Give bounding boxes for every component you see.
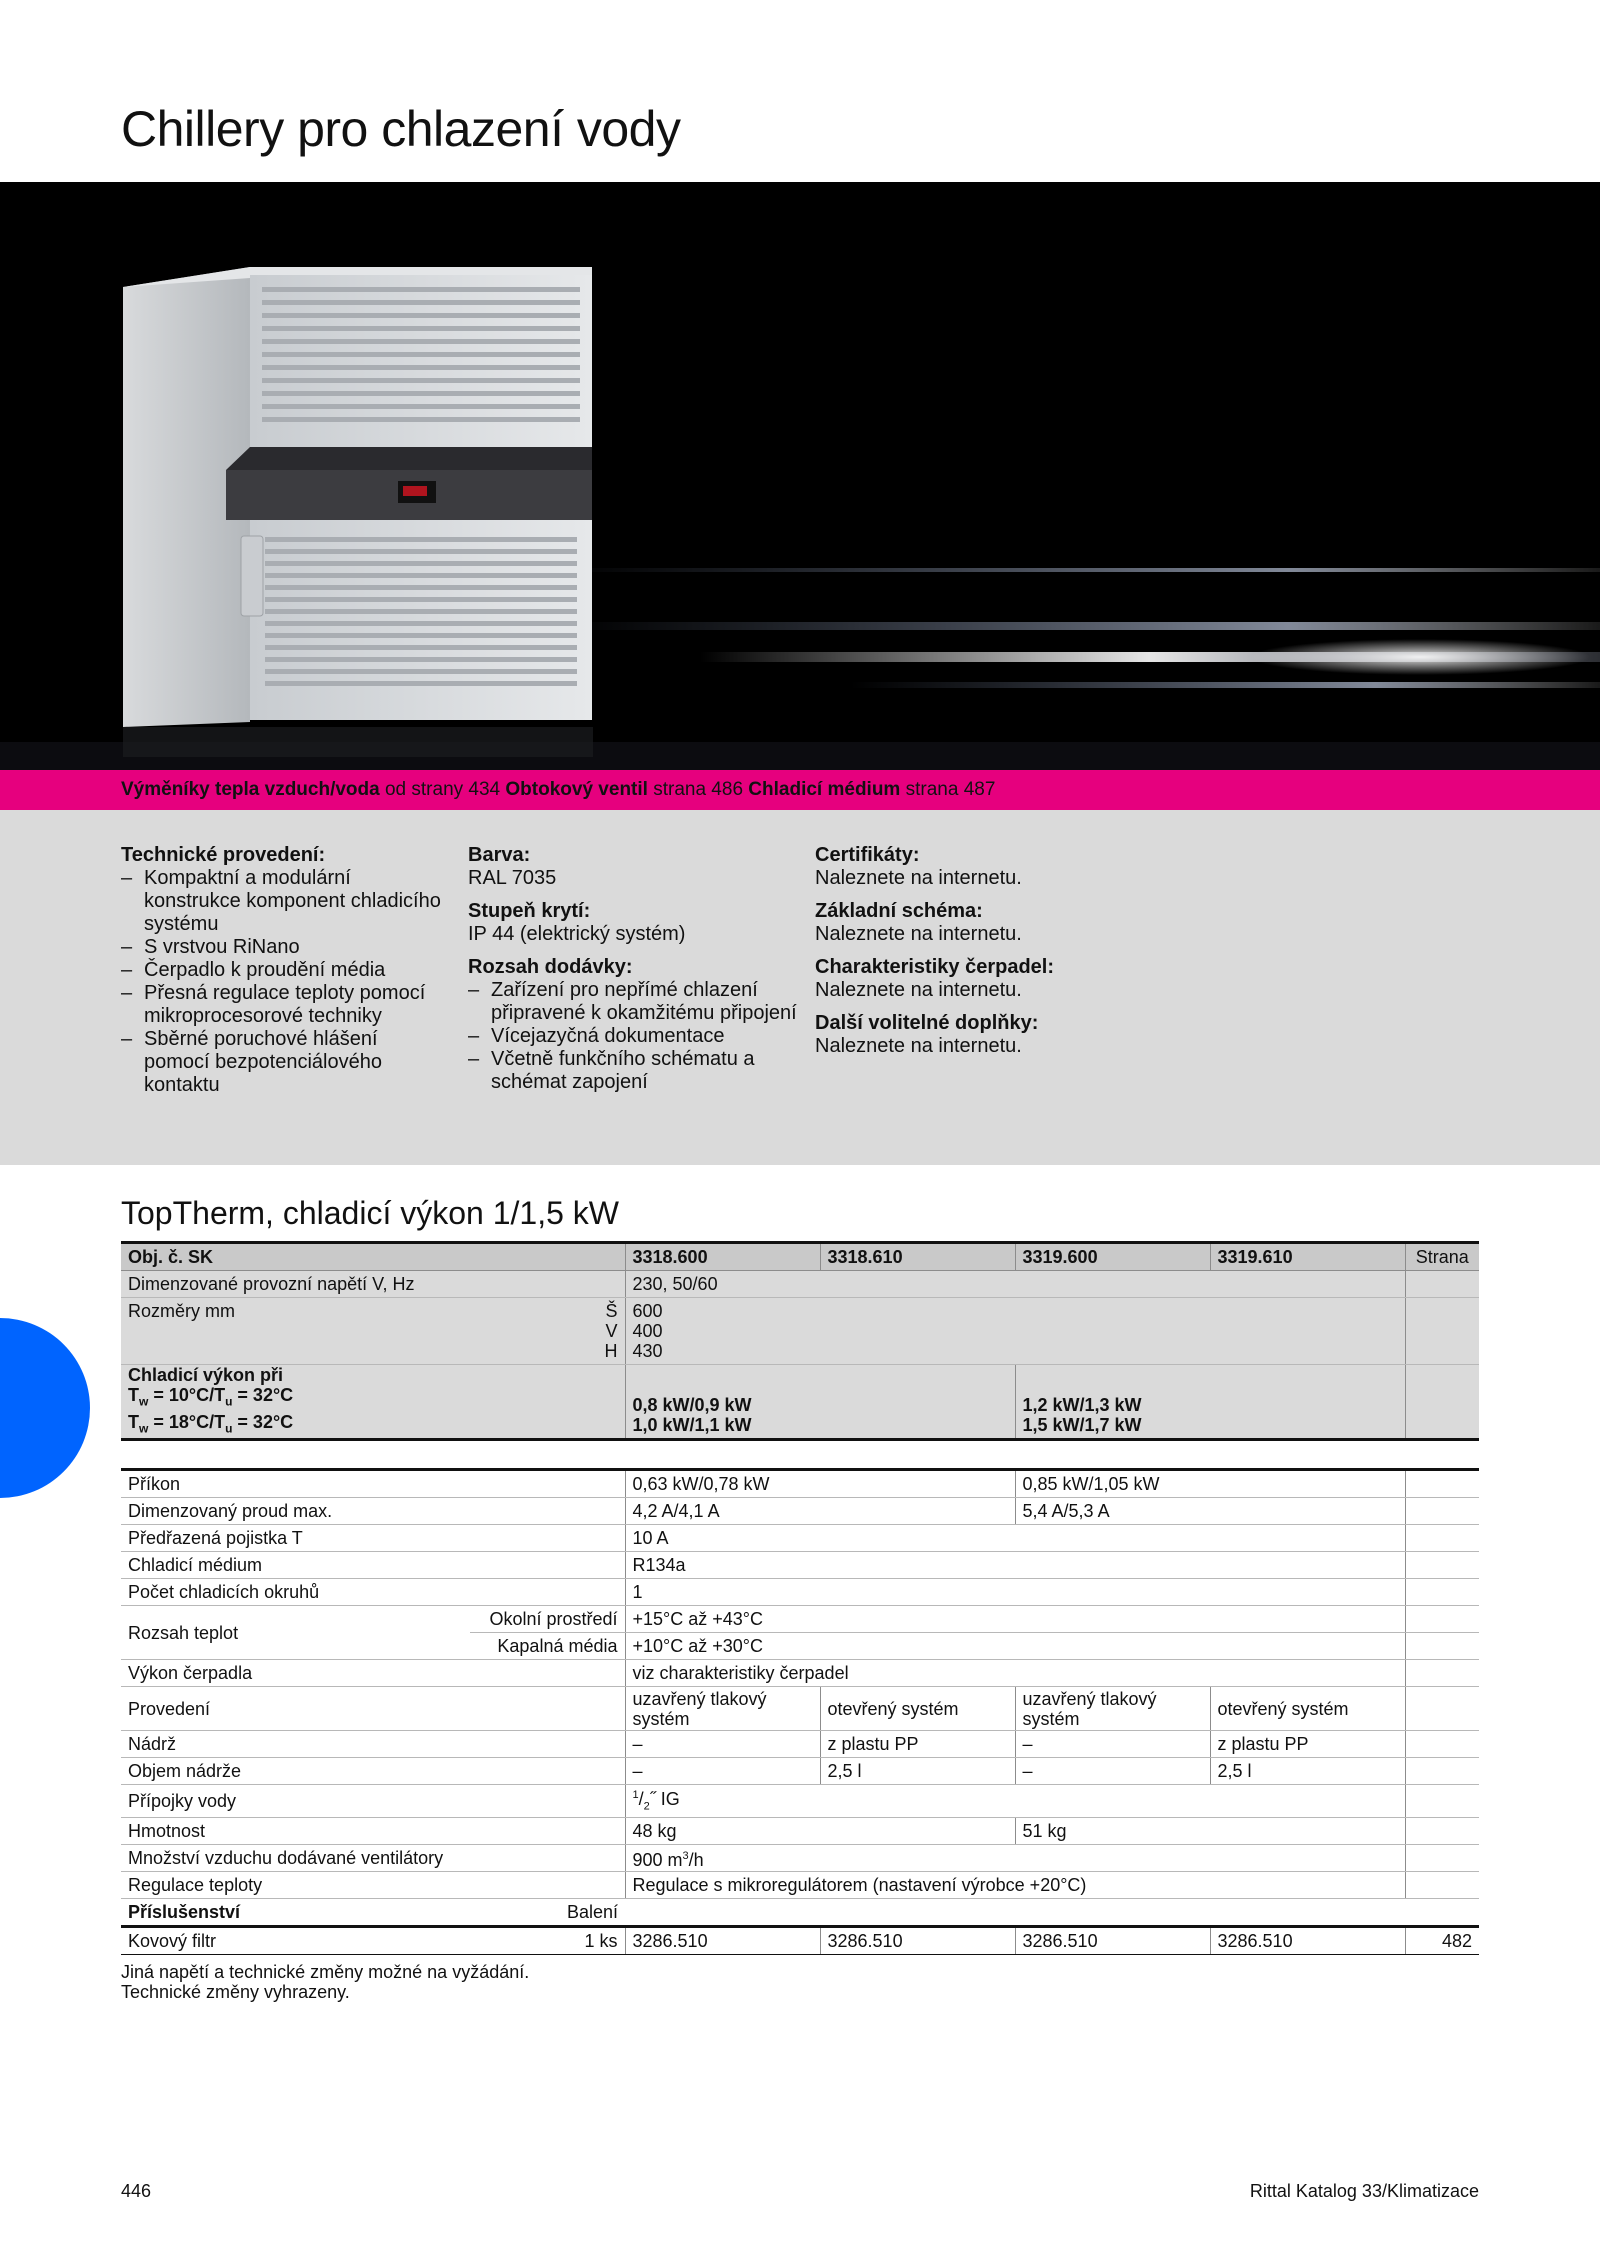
fraction-numerator: 1 <box>632 1789 639 1802</box>
spacer-cell <box>121 1440 1479 1470</box>
airflow-exponent: 3 <box>682 1849 689 1862</box>
ref-bypass-valve-page: strana 486 <box>653 779 744 800</box>
row-label: Výkon čerpadla <box>121 1660 625 1687</box>
row-label: Počet chladicích okruhů <box>121 1579 625 1606</box>
row-value: 10 A <box>625 1525 1405 1552</box>
table-row <box>121 1365 1479 1440</box>
row-value: 4,2 A/4,1 A <box>625 1498 1015 1525</box>
accessories-label: Příslušenství <box>121 1898 470 1926</box>
page-cell <box>1405 1298 1479 1365</box>
catalog-name: Rittal Katalog 33/Klimatizace <box>1249 2181 1479 2201</box>
page-cell <box>1405 1687 1479 1731</box>
row-label: Nádrž <box>121 1731 625 1758</box>
page-number: 446 <box>121 2181 152 2201</box>
row-value: 1 <box>625 1579 1405 1606</box>
page-cell <box>1405 1817 1479 1844</box>
thread-suffix: ˝ IG <box>649 1789 680 1810</box>
row-value: z plastu PP <box>820 1731 1015 1758</box>
page-cell <box>1405 1633 1479 1660</box>
pump-curves-heading: Charakteristiky čerpadel: <box>815 956 1055 978</box>
row-label <box>121 1365 625 1440</box>
axis-w: Š <box>605 1301 618 1321</box>
table-row <box>121 1785 1479 1818</box>
row-value: 2,5 l <box>820 1758 1015 1785</box>
color-protection-column <box>468 844 798 1094</box>
table-row <box>121 1298 1479 1365</box>
page-cell <box>1405 1525 1479 1552</box>
list-item: – S vrstvou RiNano <box>121 936 441 959</box>
table-row <box>121 1579 1479 1606</box>
empty-cell <box>625 1898 1479 1926</box>
row-value: R134a <box>625 1552 1405 1579</box>
table-header-row <box>121 1243 1479 1271</box>
spec-table <box>121 1241 1479 1955</box>
cross-reference-bar <box>0 770 1600 810</box>
row-label: Hmotnost <box>121 1817 625 1844</box>
protection-heading: Stupeň krytí: <box>468 900 591 922</box>
order-no-label: Obj. č. SK <box>121 1243 625 1271</box>
row-value: uzavřený tlakový systém <box>625 1687 820 1731</box>
row-value: z plastu PP <box>1210 1731 1405 1758</box>
airflow-value: 900 m <box>632 1849 683 1870</box>
dimension-axes <box>605 1301 618 1361</box>
color-value: RAL 7035 <box>468 867 557 889</box>
table-spacer <box>121 1440 1479 1470</box>
row-value: 3286.510 <box>625 1926 820 1954</box>
axis-h: V <box>605 1321 618 1341</box>
row-value: – <box>1015 1731 1210 1758</box>
table-row <box>121 1871 1479 1898</box>
row-value: 48 kg <box>625 1817 1015 1844</box>
footnote-line: Technické změny vyhrazeny. <box>121 1982 350 2002</box>
row-value <box>625 1844 1405 1871</box>
width-value: 600 <box>632 1301 663 1321</box>
condition-2: $T_w = 18^\circ C/T_u = 32^\circ C$ <box>128 1411 294 1436</box>
row-label: Předřazená pojistka T <box>121 1525 625 1552</box>
row-value: $^1/_2˝$ IG <box>625 1785 1405 1818</box>
list-item: – Zařízení pro nepřímé chlazení připravené k okamžitému připojení <box>468 979 798 1025</box>
row-label: Dimenzované provozní napětí V, Hz <box>121 1271 625 1298</box>
row-value: – <box>625 1731 820 1758</box>
table-row <box>121 1731 1479 1758</box>
list-item: – Kompaktní a modulární konstrukce komponent chladicího systému <box>121 867 441 936</box>
info-panel <box>0 810 1600 1165</box>
row-value: 3286.510 <box>1015 1926 1210 1954</box>
row-value: 5,4 A/5,3 A <box>1015 1498 1405 1525</box>
page-cell <box>1405 1271 1479 1298</box>
row-label: Kovový filtr <box>121 1926 470 1954</box>
row-value: otevřený systém <box>1210 1687 1405 1731</box>
table-row <box>121 1926 1479 1954</box>
page-cell <box>1405 1871 1479 1898</box>
footnote-line: Jiná napětí a technické změny možné na vyžádání. <box>121 1962 530 1982</box>
protection-value: IP 44 (elektrický systém) <box>468 923 686 945</box>
packaging-qty: 1 ks <box>470 1926 625 1954</box>
table-row <box>121 1552 1479 1579</box>
section-tab-marker <box>0 1318 90 1498</box>
list-item: – Sběrné poruchové hlášení pomocí bezpotenciálového kontaktu <box>121 1028 441 1097</box>
table-row <box>121 1687 1479 1731</box>
table-row <box>121 1525 1479 1552</box>
list-item: – Včetně funkčního schématu a schémat zapojení <box>468 1048 798 1094</box>
ref-coolant: Chladicí médium <box>748 779 901 800</box>
ref-coolant-page: strana 487 <box>905 779 996 800</box>
row-value: +15°C až +43°C <box>625 1606 1405 1633</box>
ref-heat-exchangers-page: od strany 434 <box>384 779 501 800</box>
order-no-3318610: 3318.610 <box>820 1243 1015 1271</box>
table-row <box>121 1470 1479 1498</box>
row-label: Regulace teploty <box>121 1871 625 1898</box>
page-cell <box>1405 1470 1479 1498</box>
order-no-3319610: 3319.610 <box>1210 1243 1405 1271</box>
height-value: 400 <box>632 1321 663 1341</box>
list-item: – Čerpadlo k proudění média <box>121 959 441 982</box>
row-value: Regulace s mikroregulátorem (nastavení výrobce +20°C) <box>625 1871 1405 1898</box>
technical-design-column <box>121 844 441 1097</box>
page-cell <box>1405 1758 1479 1785</box>
row-value: 2,5 l <box>1210 1758 1405 1785</box>
row-value: 0,85 kW/1,05 kW <box>1015 1470 1405 1498</box>
row-value <box>625 1365 1015 1440</box>
page-cell <box>1405 1844 1479 1871</box>
schematic-value: Naleznete na internetu. <box>815 923 1022 945</box>
page-cell <box>1405 1731 1479 1758</box>
page-title: Chillery pro chlazení vody <box>121 101 681 157</box>
table-row <box>121 1844 1479 1871</box>
footnote <box>121 1962 529 2002</box>
certificates-column <box>815 844 1145 1068</box>
row-label: Chladicí médium <box>121 1552 625 1579</box>
row-value: 3286.510 <box>820 1926 1015 1954</box>
certificates-heading: Certifikáty: <box>815 844 920 866</box>
page-cell <box>1405 1552 1479 1579</box>
color-heading: Barva: <box>468 844 531 866</box>
product-photo <box>0 182 1600 770</box>
row-value: 0,63 kW/0,78 kW <box>625 1470 1015 1498</box>
ambient-label: Okolní prostředí <box>470 1606 625 1633</box>
options-value: Naleznete na internetu. <box>815 1035 1022 1057</box>
row-value: +10°C až +30°C <box>625 1633 1405 1660</box>
table-row <box>121 1606 1479 1633</box>
page-cell <box>1405 1579 1479 1606</box>
page-column-header: Strana <box>1405 1243 1479 1271</box>
scope-heading: Rozsah dodávky: <box>468 956 633 978</box>
fraction-denominator: 2 <box>643 1800 650 1813</box>
page-cell <box>1405 1606 1479 1633</box>
row-label: Příkon <box>121 1470 625 1498</box>
row-label: Množství vzduchu dodávané ventilátory <box>121 1844 625 1871</box>
airflow-unit: /h <box>688 1849 704 1870</box>
row-label: Objem nádrže <box>121 1758 625 1785</box>
pump-curves-value: Naleznete na internetu. <box>815 979 1022 1001</box>
packaging-label: Balení <box>470 1898 625 1926</box>
table-row <box>121 1498 1479 1525</box>
row-value: 230, 50/60 <box>625 1271 1405 1298</box>
row-value: 3286.510 <box>1210 1926 1405 1954</box>
value-line: 1,0 kW/1,1 kW <box>632 1415 752 1436</box>
row-value: otevřený systém <box>820 1687 1015 1731</box>
row-value: – <box>1015 1758 1210 1785</box>
list-item: – Vícejazyčná dokumentace <box>468 1025 798 1048</box>
row-value: – <box>625 1758 820 1785</box>
page-cell <box>1405 1785 1479 1818</box>
dimensions-label: Rozměry mm <box>128 1301 235 1321</box>
list-item: – Přesná regulace teploty pomocí mikroprocesorové techniky <box>121 982 441 1028</box>
value-line: 0,8 kW/0,9 kW <box>632 1395 752 1416</box>
ref-heat-exchangers: Výměníky tepla vzduch/voda <box>121 779 380 800</box>
technical-design-heading: Technické provedení: <box>121 844 326 866</box>
depth-value: 430 <box>632 1341 663 1361</box>
order-no-3318600: 3318.600 <box>625 1243 820 1271</box>
ref-bypass-valve: Obtokový ventil <box>505 779 648 800</box>
row-label: Přípojky vody <box>121 1785 625 1818</box>
value-line: 1,2 kW/1,3 kW <box>1022 1395 1142 1416</box>
liquid-label: Kapalná média <box>470 1633 625 1660</box>
schematic-heading: Základní schéma: <box>815 900 983 922</box>
row-value: 51 kg <box>1015 1817 1405 1844</box>
accessories-header-row <box>121 1898 1479 1926</box>
cooling-output-label: Chladicí výkon při <box>128 1365 284 1385</box>
page-cell <box>1405 1365 1479 1440</box>
row-value <box>1015 1365 1405 1440</box>
row-value <box>625 1298 1405 1365</box>
options-heading: Další volitelné doplňky: <box>815 1012 1039 1034</box>
axis-d: H <box>604 1341 618 1361</box>
table-row <box>121 1271 1479 1298</box>
table-row <box>121 1817 1479 1844</box>
certificates-value: Naleznete na internetu. <box>815 867 1022 889</box>
row-label: Dimenzovaný proud max. <box>121 1498 625 1525</box>
condition-1: $T_w = 10^\circ C/T_u = 32^\circ C$ <box>128 1385 294 1409</box>
technical-design-list <box>121 867 441 1097</box>
order-no-3319600: 3319.600 <box>1015 1243 1210 1271</box>
row-label: Rozsah teplot <box>121 1606 470 1660</box>
table-row <box>121 1758 1479 1785</box>
page-cell <box>1405 1660 1479 1687</box>
row-label <box>121 1298 625 1365</box>
page-cell <box>1405 1498 1479 1525</box>
page-ref: 482 <box>1405 1926 1479 1954</box>
section-title: TopTherm, chladicí výkon 1/1,5 kW <box>121 1195 619 1231</box>
table-row <box>121 1660 1479 1687</box>
row-value: uzavřený tlakový systém <box>1015 1687 1210 1731</box>
scope-list <box>468 979 798 1094</box>
row-value: viz charakteristiky čerpadel <box>625 1660 1405 1687</box>
value-line: 1,5 kW/1,7 kW <box>1022 1415 1142 1436</box>
row-label: Provedení <box>121 1687 625 1731</box>
